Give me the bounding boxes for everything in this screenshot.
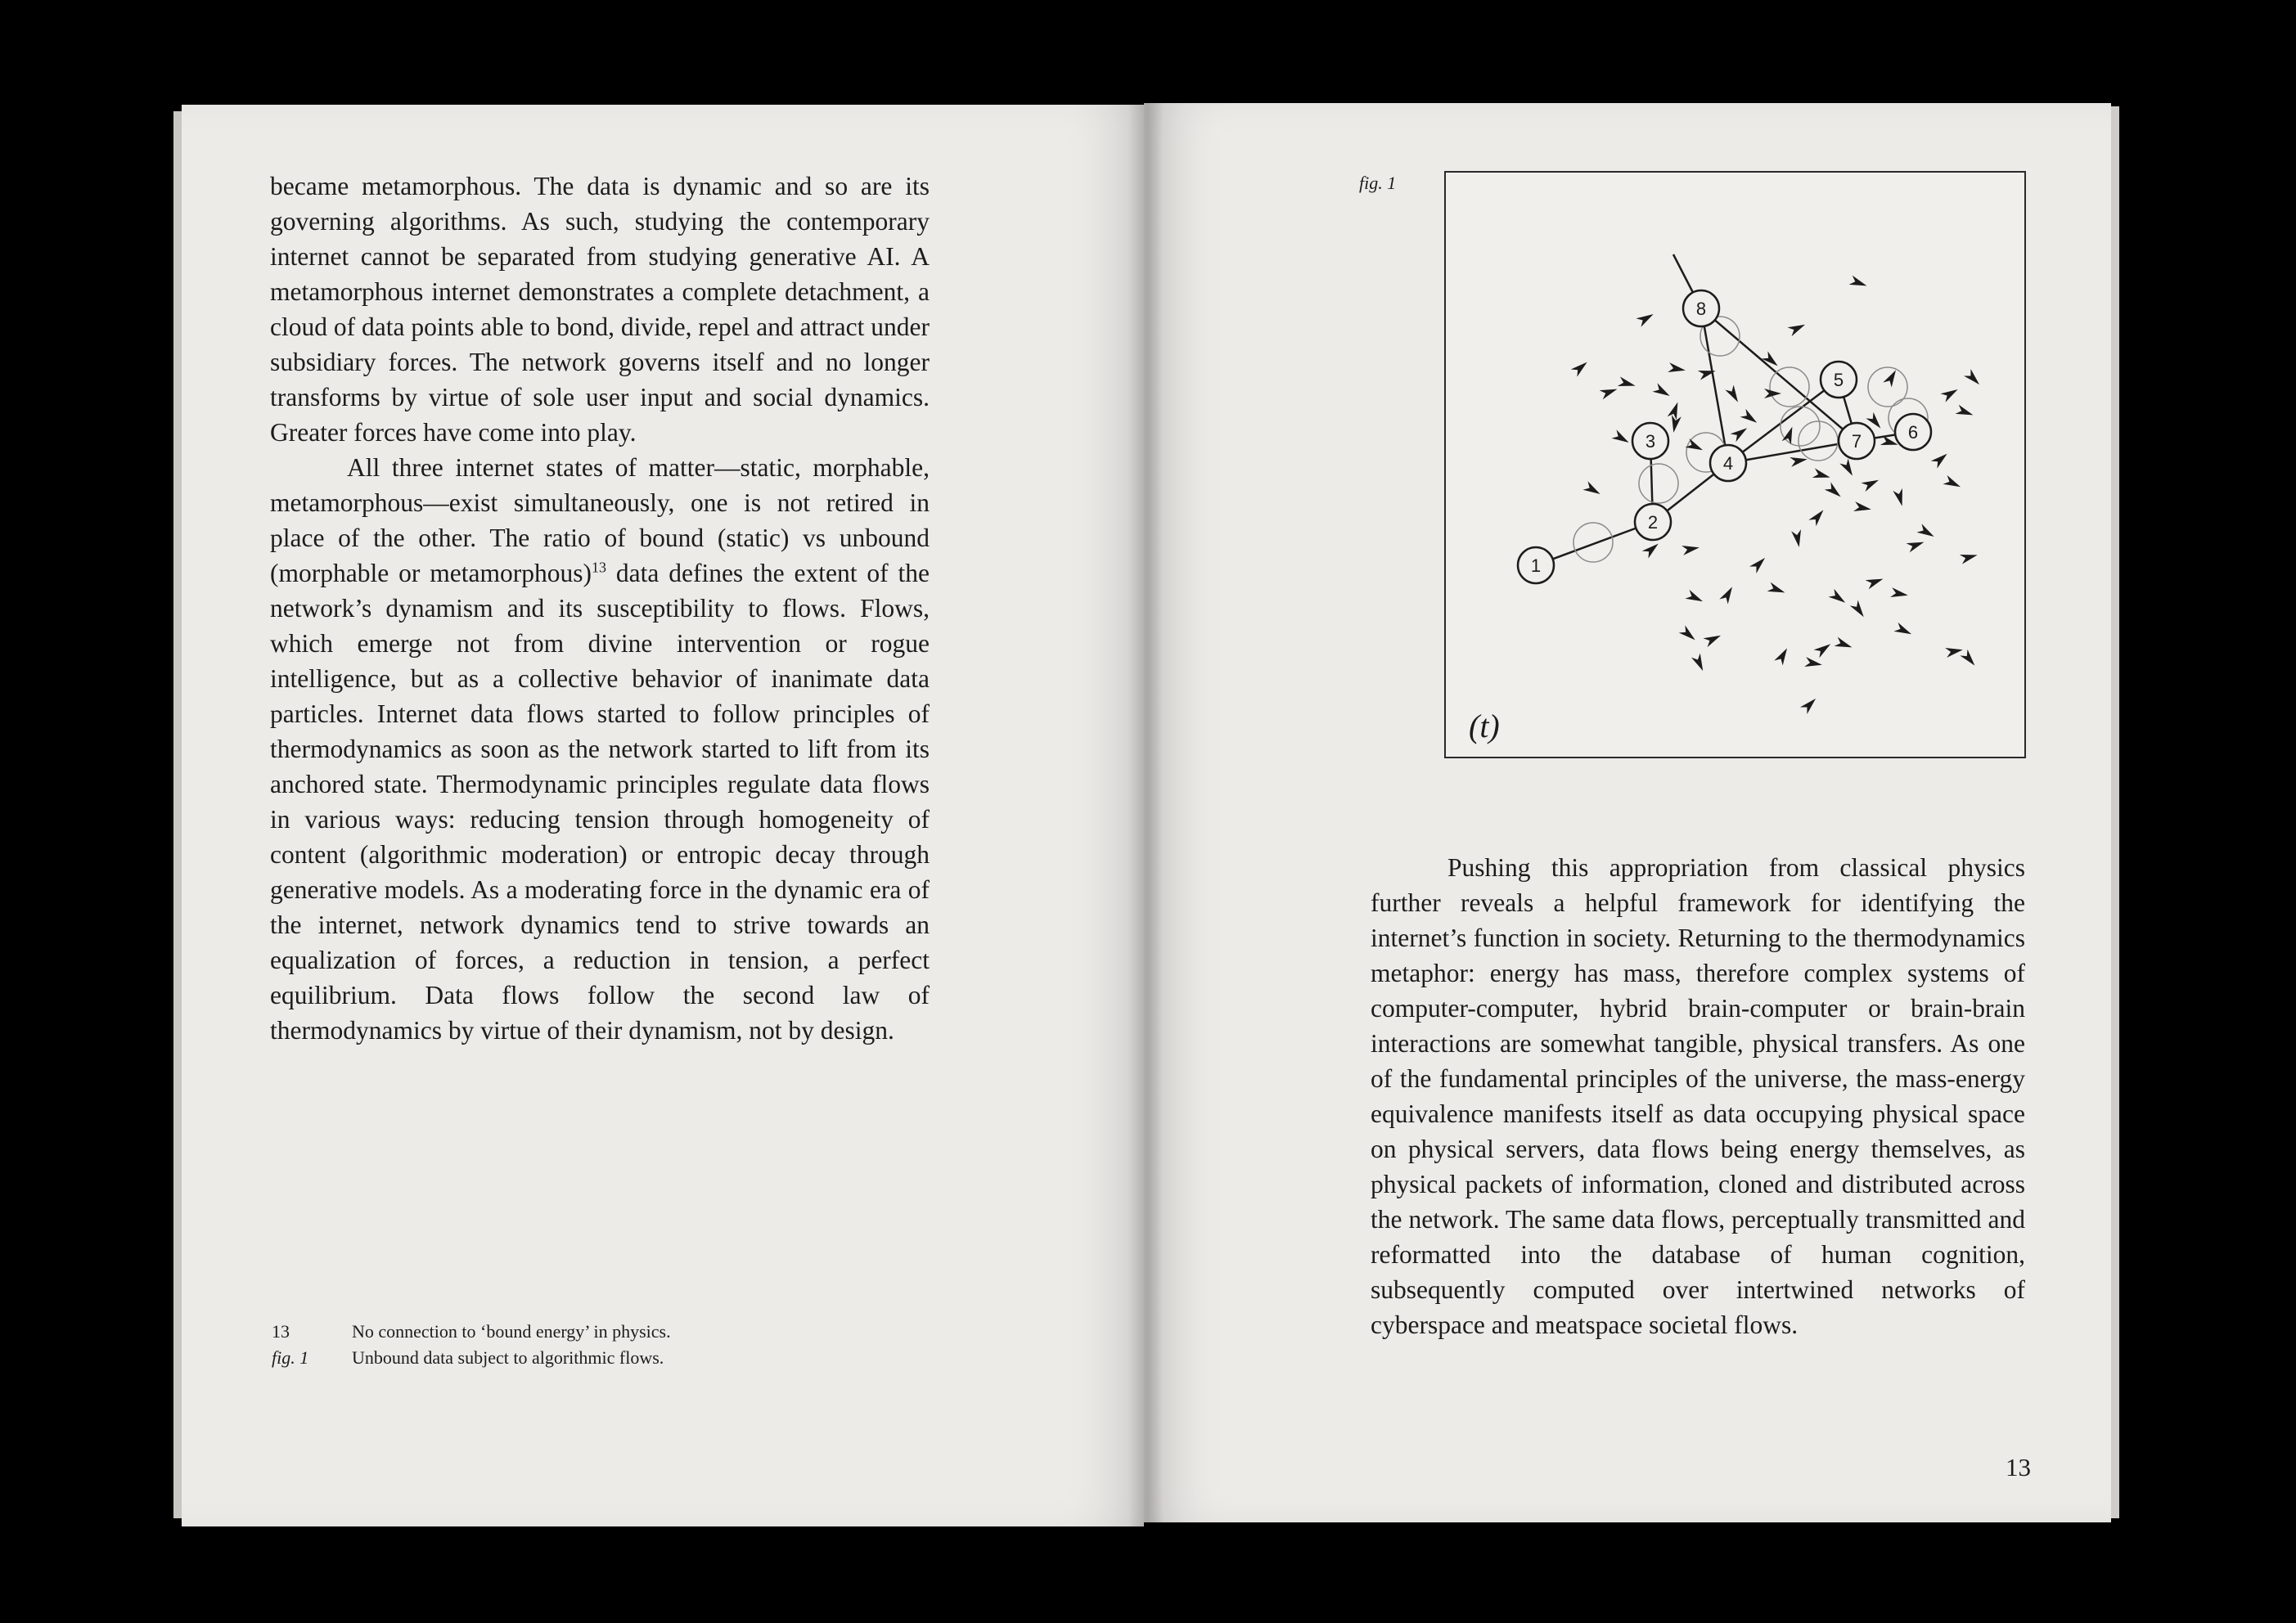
flow-arrow	[1685, 590, 1704, 606]
network-node	[1821, 362, 1857, 398]
flow-arrow	[1685, 438, 1704, 455]
flow-arrow	[1893, 488, 1907, 507]
flow-arrow	[1749, 555, 1768, 573]
footnote-label: 13	[272, 1321, 290, 1342]
flow-arrow	[1774, 645, 1791, 665]
flow-arrow	[1791, 529, 1803, 548]
flow-arrow	[1668, 362, 1686, 375]
flow-arrow	[1850, 600, 1868, 620]
flow-arrow	[1782, 425, 1797, 445]
network-node	[1635, 504, 1671, 540]
node-label: 2	[1647, 512, 1659, 533]
flow-arrow	[1679, 625, 1699, 644]
footnote-text: No connection to ‘bound energy’ in physics.	[352, 1321, 671, 1342]
flow-arrow	[1812, 468, 1831, 482]
footnote-label: fig. 1	[272, 1347, 309, 1368]
flow-arrow	[1825, 482, 1844, 501]
flow-arrow	[1956, 405, 1975, 420]
node-label: 5	[1833, 370, 1844, 390]
flow-arrow	[1725, 384, 1742, 404]
flow-arrow	[1814, 640, 1834, 658]
figure-caption: (t)	[1469, 708, 1500, 744]
node-label: 3	[1645, 431, 1656, 452]
node-label: 1	[1530, 555, 1542, 576]
footnote-ref-13: 13	[591, 559, 606, 576]
flow-arrow	[1960, 650, 1979, 669]
flow-arrow	[1835, 637, 1854, 652]
left-paragraph-2	[270, 450, 930, 1048]
flow-arrow	[1804, 657, 1823, 669]
flow-arrow	[1668, 415, 1681, 434]
network-node	[1839, 423, 1875, 459]
flow-arrow	[1931, 450, 1951, 469]
flow-arrow	[1703, 631, 1722, 647]
flow-arrow	[1600, 384, 1619, 399]
flow-arrow	[1571, 358, 1591, 377]
node-label: 4	[1722, 453, 1734, 474]
ghost-node	[1799, 421, 1838, 461]
flow-arrow	[1808, 506, 1827, 526]
node-label: 6	[1907, 422, 1919, 443]
flow-arrow	[1668, 401, 1682, 420]
flow-arrow	[1960, 551, 1979, 564]
figure-label: fig. 1	[1359, 173, 1397, 193]
flow-arrow	[1945, 645, 1964, 657]
flow-arrow	[1893, 623, 1913, 639]
flow-arrow	[1582, 481, 1602, 498]
flow-arrow	[1890, 587, 1909, 600]
footnote-13	[272, 1319, 671, 1345]
network-node	[1518, 547, 1554, 583]
paragraph-2-part-b: data defines the extent of the network’s dynamism and its susceptibility to flows. Flows, which emerge not from divine intervention or rogue intelligence, but as a collective behavior of inanimate data particles. Internet data flows started to follow principles of thermodynamics as soon as the network started to lift from its anchored state. Thermodynamic principles regulate data flows in various ways: reducing tension through homogeneity of content (algorithmic moderation) or entropic decay through generative models. As a moderating force in the dynamic era of the internet, network dynamics tend to strive towards an equalization of forces, a reduction in tension, a perfect equilibrium. Data flows follow the second law of thermodynamics by virtue of their dynamism, not by design.	[270, 559, 930, 1045]
flow-arrow	[1691, 653, 1708, 672]
footnotes	[272, 1319, 671, 1371]
ghost-node	[1770, 367, 1809, 407]
flow-arrow	[1853, 501, 1872, 514]
flow-arrow	[1800, 695, 1819, 714]
figure-1	[1444, 171, 2026, 758]
right-body-text	[1371, 850, 2025, 1342]
network-node	[1632, 423, 1668, 459]
network-node	[1895, 414, 1931, 450]
right-page	[1144, 103, 2111, 1522]
flow-arrows	[1571, 276, 1983, 714]
flow-arrow	[1731, 424, 1750, 442]
flow-arrow	[1618, 376, 1636, 390]
flow-arrow	[1907, 537, 1926, 552]
left-page	[182, 105, 1144, 1526]
flow-arrow	[1866, 574, 1885, 589]
flow-arrow	[1839, 458, 1857, 478]
flow-arrow	[1636, 310, 1655, 327]
network-edges	[1536, 254, 1913, 565]
node-label: 8	[1695, 299, 1707, 319]
flow-arrow	[1642, 540, 1662, 559]
network-node	[1710, 445, 1746, 481]
flow-arrow	[1964, 369, 1983, 388]
paragraph-2-part-a: All three internet states of matter—static, morphable, metamorphous—exist simultaneously, one is not retired in place of the other. The ratio of bound (static) vs unbound (morphable or metamorphous)	[270, 453, 930, 587]
flow-arrow	[1767, 582, 1787, 597]
flow-arrow	[1916, 524, 1936, 541]
ghost-node	[1573, 523, 1613, 562]
flow-arrow	[1652, 383, 1672, 400]
flow-arrow	[1849, 276, 1869, 290]
footnote-fig-1	[272, 1345, 671, 1371]
flow-arrow	[1829, 589, 1848, 607]
network-diagram	[1446, 173, 2024, 757]
network-node	[1683, 290, 1719, 326]
footnote-text: Unbound data subject to algorithmic flows.	[352, 1347, 664, 1368]
left-body-text	[270, 169, 930, 1048]
flow-arrow	[1740, 409, 1760, 427]
flow-arrow	[1943, 475, 1962, 492]
flow-arrow	[1611, 429, 1631, 447]
node-label: 7	[1851, 431, 1862, 452]
right-paragraph: Pushing this appropriation from classical physics further reveals a helpful framework for identifying the internet’s function in society. Returning to the thermodynamics metaphor: energy has mass, therefore complex systems of computer-computer, hybrid brain-computer or brain-brain interactions are somewhat tangible, physical transfers. As one of the fundamental principles of the universe, the mass-energy equivalence manifests itself as data occupying physical space on physical servers, data flows being energy themselves, as physical packets of information, cloned and distributed across the network. The same data flows, perceptually transmitted and reformatted into the database of human cognition, subsequently computed over intertwined networks of cyberspace and meatspace societal flows.	[1371, 853, 2025, 1339]
ghost-node	[1868, 367, 1907, 407]
ghost-node	[1639, 464, 1678, 503]
left-paragraph-1: became metamorphous. The data is dynamic and so are its governing algorithms. As such, studying the contemporary internet cannot be separated from studying generative AI. A metamorphous internet demonstrates a complete detachment, a cloud of data points able to bond, divide, repel and attract under subsidiary forces. The network governs itself and no longer transforms by virtue of sole user input and social dynamics. Greater forces have come into play.	[270, 172, 930, 447]
page-number: 13	[2006, 1453, 2031, 1481]
flow-arrow	[1787, 320, 1807, 336]
flow-arrow	[1940, 385, 1960, 402]
flow-arrow	[1681, 542, 1700, 555]
flow-arrow	[1861, 475, 1880, 492]
book-spine	[1128, 103, 1164, 1526]
flow-arrow	[1719, 584, 1736, 604]
ghost-node	[1781, 407, 1820, 446]
network-edge	[1701, 308, 1728, 463]
